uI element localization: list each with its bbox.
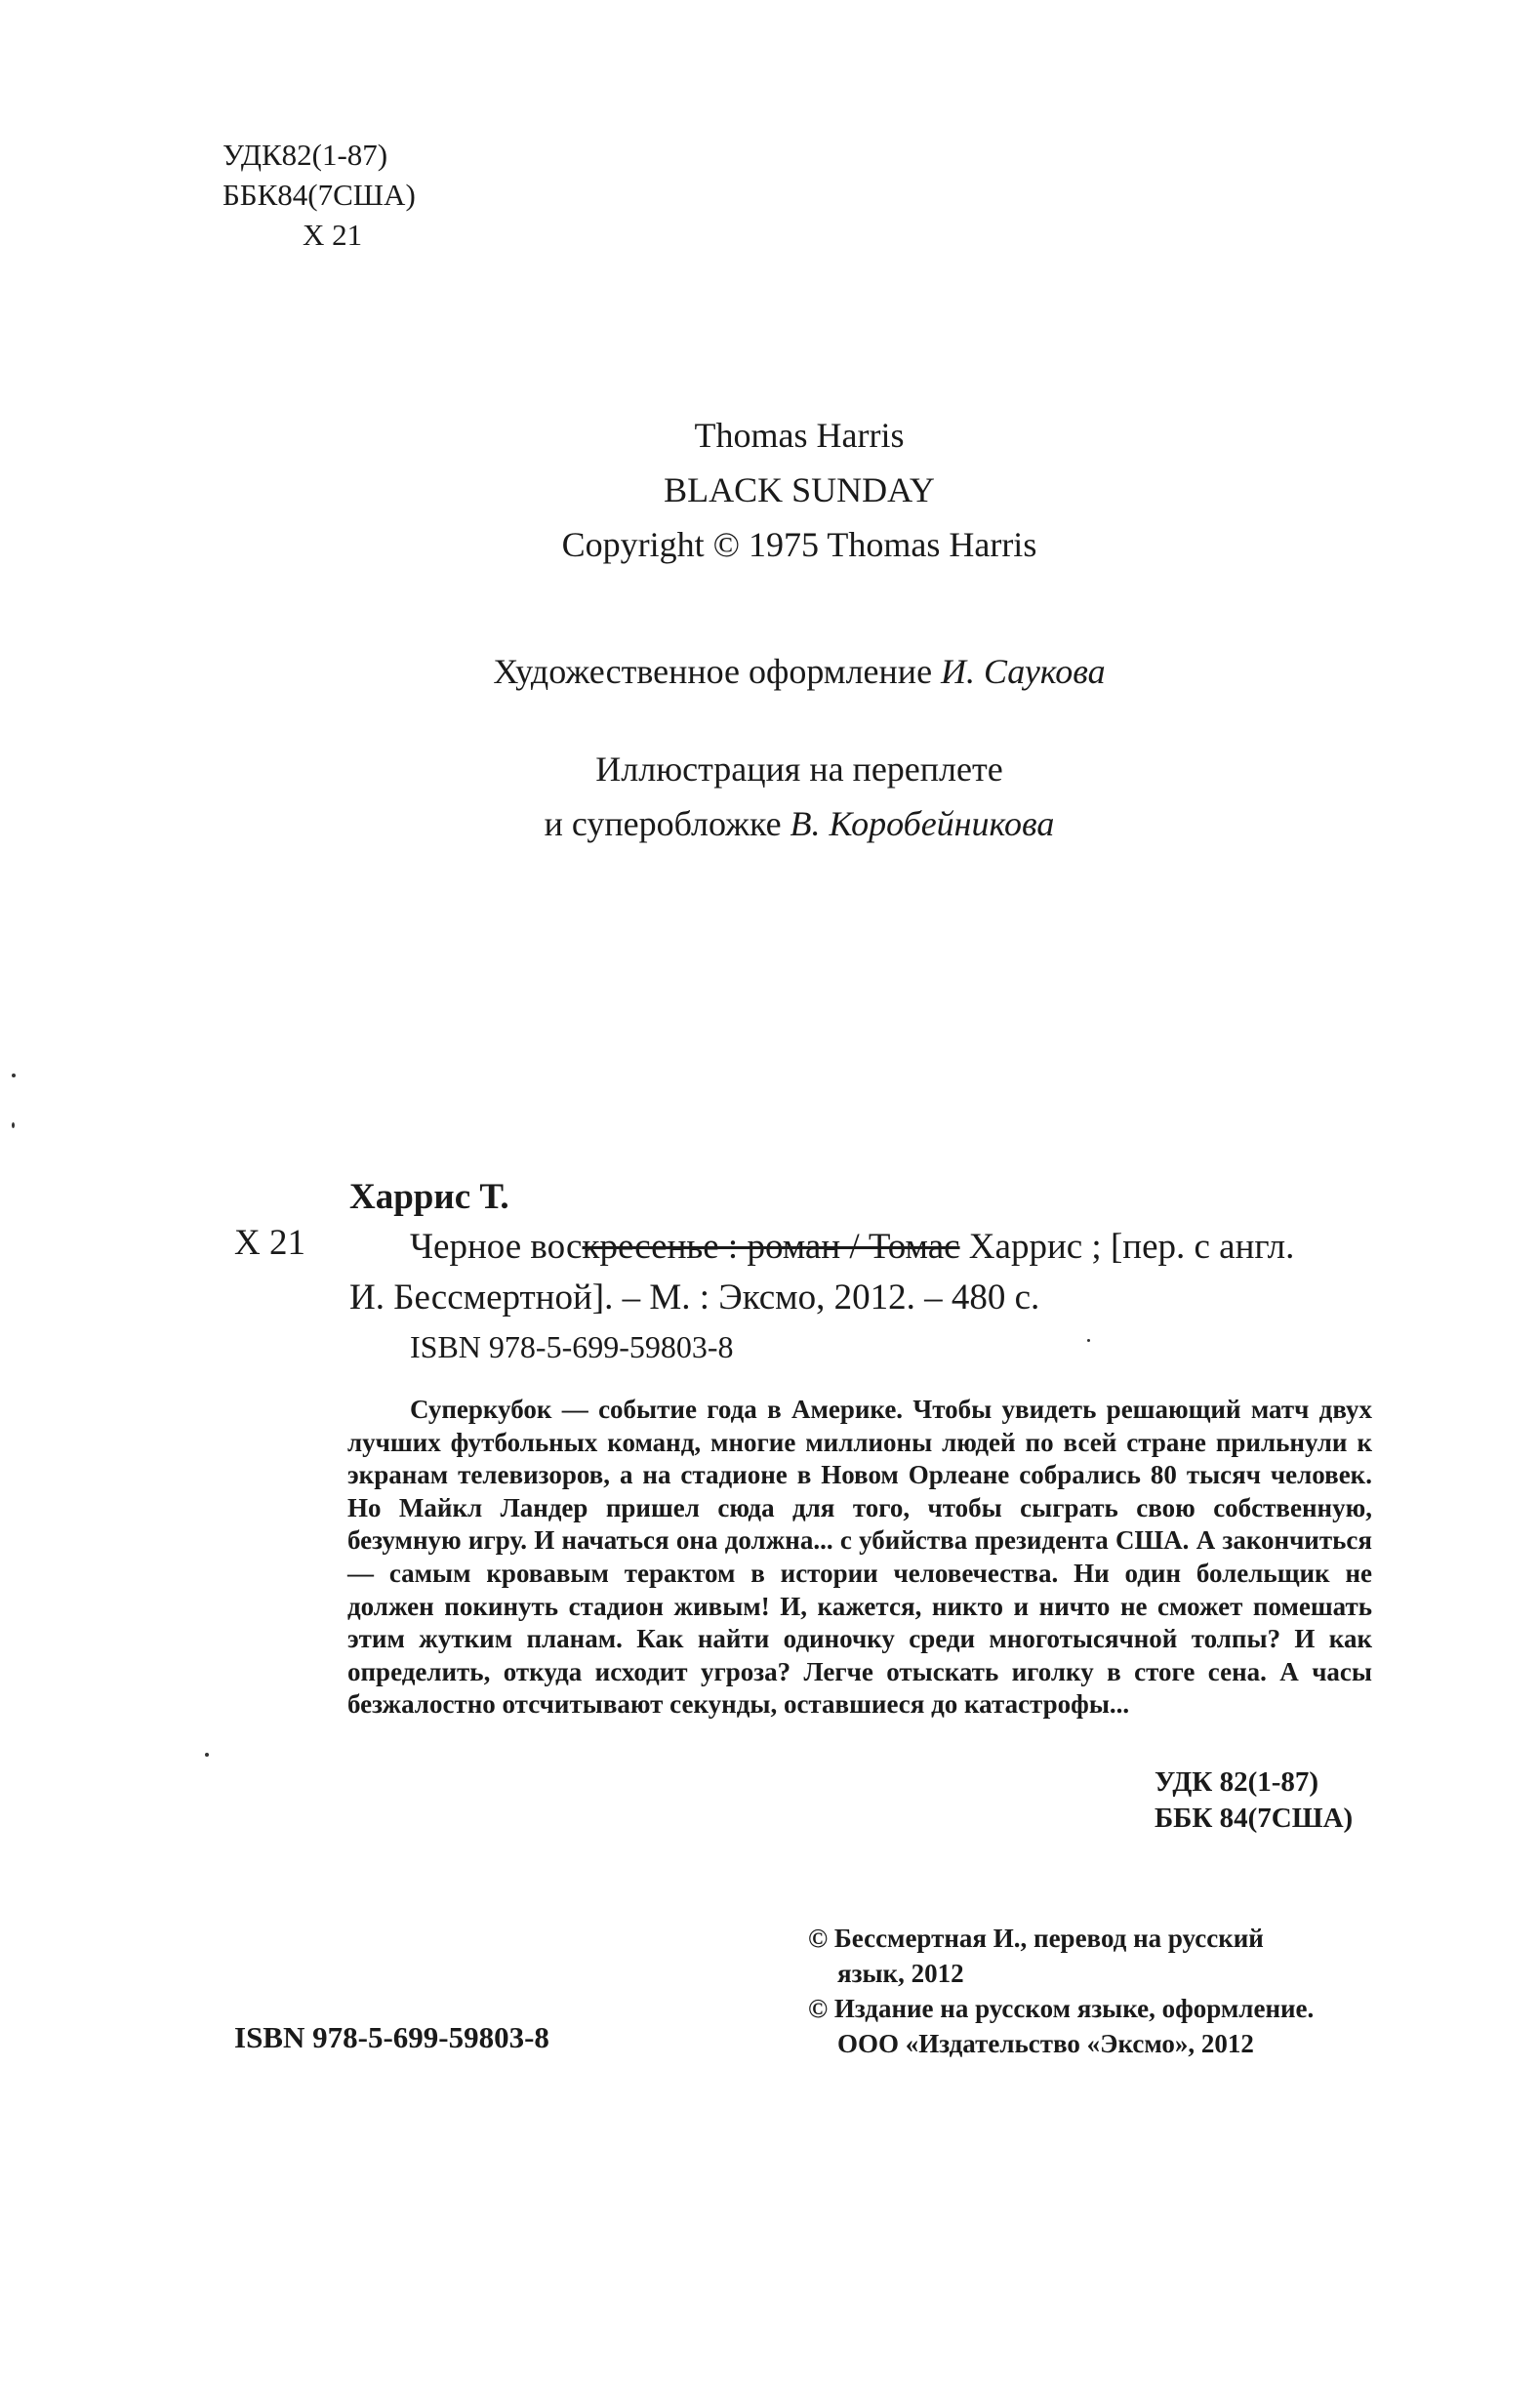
catalog-author: Харрис Т. [349, 1177, 509, 1217]
copyright-line-2: язык, 2012 [837, 1959, 964, 1988]
title-struck: кресенье : роман / Томас [582, 1227, 960, 1267]
catalog-entry [349, 1222, 1294, 1323]
copyright-line-4: ООО «Издательство «Эксмо», 2012 [837, 2029, 1254, 2058]
original-copyright: Copyright © 1975 Thomas Harris [561, 525, 1037, 564]
original-title: BLACK SUNDAY [664, 470, 935, 509]
original-edition [0, 408, 1540, 572]
scan-speck [12, 1074, 16, 1077]
bbk-bottom-code: ББК 84(7США) [1155, 1803, 1354, 1834]
author-mark: Х 21 [303, 218, 363, 252]
udk-bottom-code: УДК 82(1-87) [1155, 1766, 1319, 1798]
title-start: Черное вос [410, 1227, 583, 1267]
scan-speck [12, 1122, 15, 1128]
catalog-isbn: ISBN 978-5-699-59803-8 [410, 1329, 734, 1364]
copyright-notice [808, 1921, 1314, 2061]
copyright-line-1: © Бессмертная И., перевод на русский [808, 1924, 1264, 1953]
illustration-line-2 [59, 796, 1540, 851]
design-credit [0, 644, 1540, 699]
isbn-bottom: ISBN 978-5-699-59803-8 [234, 2020, 549, 2054]
annotation: Суперкубок — событие года в Америке. Чтобы увидеть решающий матч двух лучших футбольных команд, многие миллионы людей по всей стране прильнули к экранам телевизоров, а на стадионе в Новом Орлеане собрались 80 тысяч человек. Но Майкл Ландер пришел сюда для того, чтобы сыграть свою собственную, безумную игру. И начаться она должна... с убийства президента США. А закончиться — самым кровавым терактом в истории человечества. Ни один болельщик не должен покинуть стадион живым! И, кажется, никто и ничто не сможет помешать этим жутким планам. Как найти одиночку среди многотысячной толпы? И как определить, откуда исходит угроза? Легче отыскать иголку в стоге сена. А часы безжалостно отсчитывают секунды, оставшиеся до катастрофы... [347, 1395, 1372, 1720]
catalog-publication-line: И. Бессмертной]. – М. : Эксмо, 2012. – 480 с. [349, 1277, 1040, 1318]
udk-code: УДК82(1-87) [223, 138, 388, 172]
bbk-code: ББК84(7США) [223, 178, 416, 212]
design-label: Художественное оформление [493, 652, 942, 691]
illustration-credit [0, 742, 1540, 851]
design-name: И. Саукова [941, 652, 1106, 691]
classification-codes [223, 135, 416, 255]
original-author: Thomas Harris [694, 416, 905, 455]
scan-speck [1087, 1339, 1090, 1342]
udk-bbk-bottom [1155, 1764, 1353, 1837]
copyright-line-3: © Издание на русском языке, оформление. [808, 1994, 1315, 2023]
illustration-label: и суперобложке [544, 804, 790, 843]
catalog-x-mark: Х 21 [234, 1223, 305, 1263]
scan-speck [205, 1753, 209, 1757]
illustration-line-1: Иллюстрация на переплете [595, 750, 1003, 789]
title-rest: Харрис ; [пер. с англ. [959, 1227, 1295, 1267]
catalog-title-line [349, 1222, 1294, 1273]
illustration-name: В. Коробейникова [790, 804, 1055, 843]
